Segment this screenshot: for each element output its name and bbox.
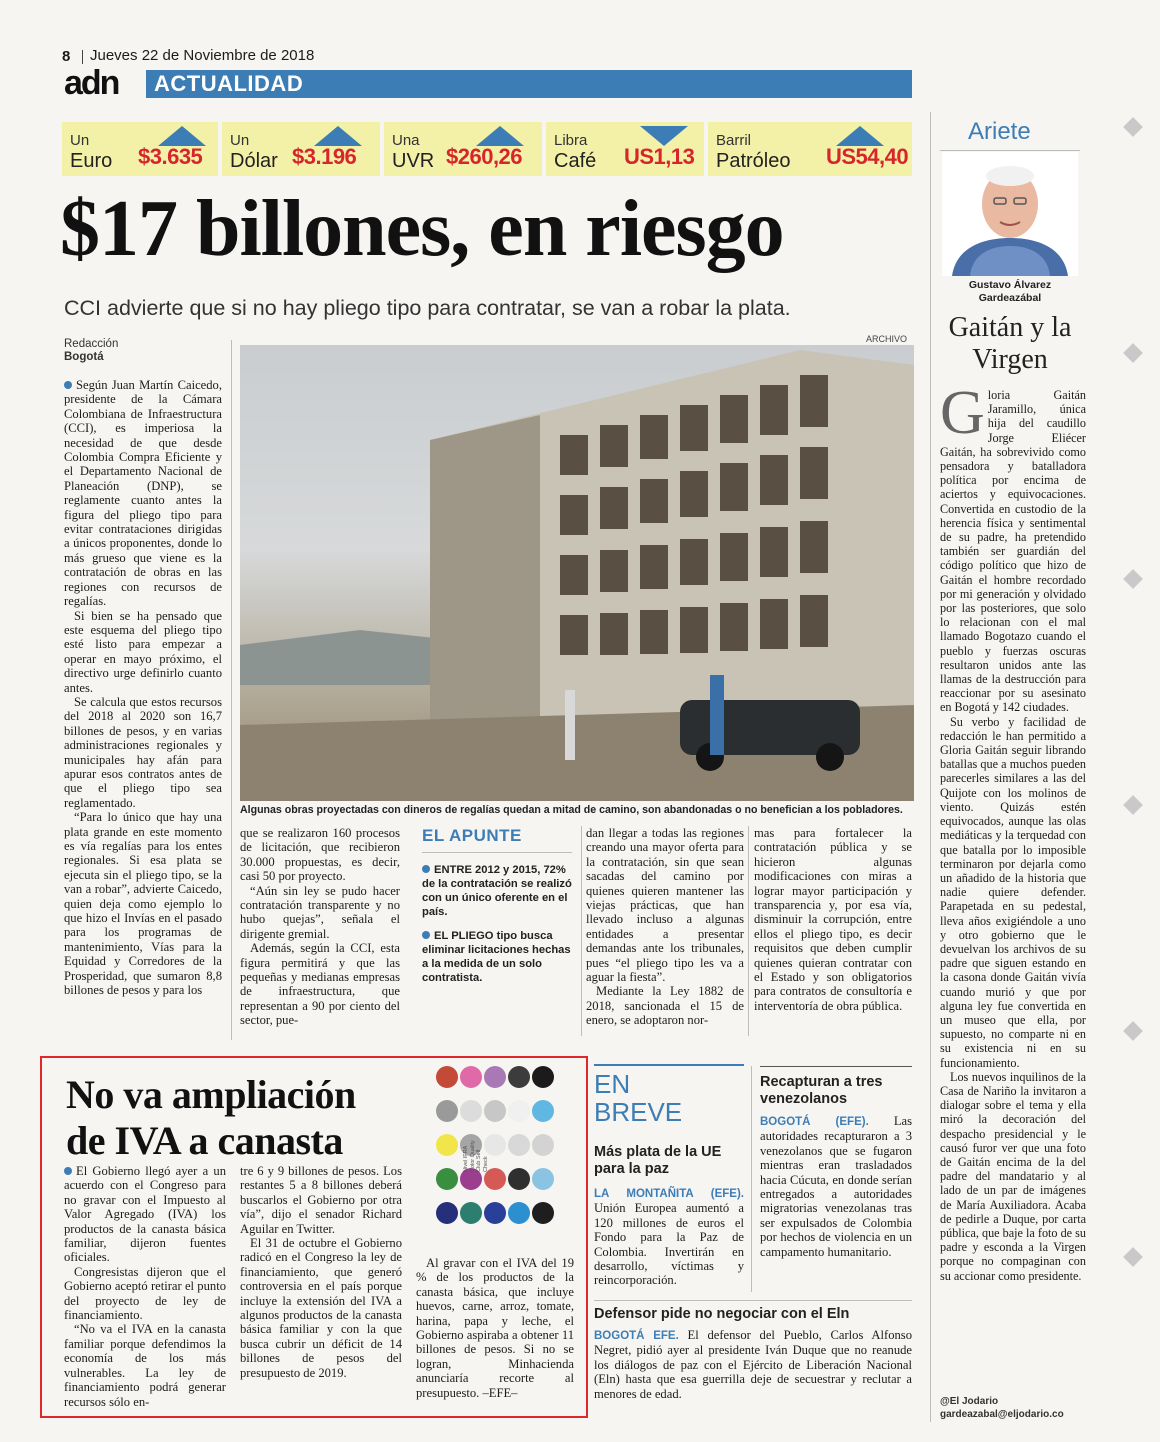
- registration-mark-icon: [1123, 117, 1143, 137]
- paragraph: “Para lo único que hay una plata grande en este momento es vía regalías para los entes regionales. Si esa plata se ejecuta sin el pliego tipo, se la van a robar”, advierte Caicedo, quien deja como ejemplo lo que hizo el Invías en el pasado para los programas de mantenimiento, Vías para la Equidad y Corredores de la Prosperidad, que sumaron 8,8 billones de pesos y para los: [64, 810, 222, 998]
- brief-dateline: BOGOTÁ (EFE).: [760, 1116, 869, 1128]
- column-title-line-2: Virgen: [972, 344, 1048, 375]
- paragraph: dan llegar a todas las regiones creando una mayor oferta para la contratación, sin que sean sacadas del camino por quienes quieren mantener las viejas prácticas, que han llevado incluso a algunas entidades a presentar demandas ante los tribunales, pues “el pliego tipo les va a aguar la fiesta”.: [586, 826, 744, 985]
- paragraph: Los nuevos inquilinos de la Casa de Nariño la invitaron a dialogar sobre el tema y ella miró la decoración del despacho presidencial y le causó furor ver que una foto de Gaitán encima de la del padre del mandatario y al lado de un par de imágenes de María Auxiliadora. Acaba de pedirle a Duque, por carta pública, que baje la foto de su padre y esconda a la Virgen porque no compaginan con su accionar como presidente.: [940, 1069, 1086, 1283]
- iva-col-1: [64, 1164, 226, 1409]
- indicator-uvr: [384, 122, 542, 176]
- brief-text: El defensor del Pueblo, Carlos Alfonso Negret, pidió ayer al presidente Iván Duque que no reanude los diálogos de paz con el Ejército de Liberación Nacional (Eln) hasta que esa guerrilla deje de secuestrar y reclutar a menores de edad.: [594, 1328, 912, 1401]
- indicator-label-1: Un: [70, 132, 90, 149]
- color-dot: [484, 1066, 506, 1088]
- trend-up-icon: [314, 126, 362, 146]
- column-title: [938, 312, 1082, 376]
- indicator-value: $3.196: [292, 144, 357, 169]
- section-banner: [146, 70, 912, 98]
- indicator-label-2: UVR: [392, 150, 435, 172]
- color-dot: [460, 1066, 482, 1088]
- color-dot: [484, 1202, 506, 1224]
- brief-dateline: BOGOTÁ EFE.: [594, 1330, 679, 1342]
- iva-headline-line-1: No va ampliación: [66, 1072, 356, 1117]
- photo-caption: Algunas obras proyectadas con dineros de regalías quedan a mitad de camino, son abandonadas o no benefician a los pobladores.: [240, 804, 903, 816]
- paragraph: Su verbo y facilidad de redacción le han permitido a Gloria Gaitán seguir librando batallas que a muchos pueden parecerles similares a las del Quijote con los molinos de viento. Quizás estén equivocados, aunque las olas mediáticas y la terquedad con que batalla por lo imposible terminaron por dejarla como un añadido de la historia que nadie quiere defender. Parapetada en su pedestal, lleva años exigiéndole a uno y otro gobierno que le devuelvan los archivos de su padre que siguen estando en la casona donde Gaitán vivía cuando murió y que por alguna ley fue convertida en un museo que ella, por supuesto, no comparte ni en su existencia ni en su funcionamiento.: [940, 714, 1086, 1070]
- apunte-item-lead: EL PLIEGO: [422, 930, 493, 942]
- apunte-item-2: [422, 929, 572, 985]
- color-dot: [532, 1168, 554, 1190]
- main-subhead: CCI advierte que si no hay pliego tipo para contratar, se van a robar la plata.: [64, 296, 791, 320]
- indicator-cafe: [546, 122, 704, 176]
- paragraph: Se calcula que estos recursos del 2018 al 2020 son 16,7 billones de pesos, y en varias administraciones regionales y municipales hay afán para apurar esos contratos antes de que el pliego tipo sea reglamentado.: [64, 694, 222, 810]
- main-article-col-2: [240, 826, 400, 1028]
- color-dot: [508, 1066, 530, 1088]
- apunte-item-lead: ENTRE 2012: [422, 864, 500, 876]
- color-dot: [532, 1100, 554, 1122]
- color-dot: [436, 1134, 458, 1156]
- color-dot: [508, 1168, 530, 1190]
- apunte-item-text: y 2015, 72% de la contratación se realizó con un único oferente en el país.: [422, 864, 572, 918]
- brief-1-title: Más plata de la UE para la paz: [594, 1144, 722, 1177]
- paragraph: Además, según la CCI, esta figura permitirá y que las pequeñas y medianas empresas de infraestructura, que representan a 90 por ciento del sector, pue-: [240, 941, 400, 1028]
- column-kicker: Ariete: [968, 118, 1031, 145]
- paragraph: tre 6 y 9 billones de pesos. Los restantes 5 a 8 billones deberá buscarlos el Gobierno por otra vía”, dijo el senador Richard Aguilar en Twitter.: [240, 1164, 402, 1236]
- iva-col-3: [416, 1256, 574, 1400]
- column-title-line-1: Gaitán y la: [948, 312, 1072, 343]
- registration-mark-icon: [1123, 343, 1143, 363]
- author-email: gardeazabal@eljodario.co: [940, 1409, 1064, 1420]
- apunte-item-text: tipo busca eliminar licitaciones hechas a la medida de un solo contratista.: [422, 930, 571, 984]
- registration-mark-icon: [1123, 1247, 1143, 1267]
- brief-text: Las autoridades recapturaron a 3 venezolanos que se fugaron mientras eran trasladados hacia Cúcuta, en donde serían entregados a autoridades migratorias venezolanas tras ser expulsados de Colombia por hechos de violencia en un campamento humanitario.: [760, 1114, 912, 1259]
- registration-mark-icon: [1123, 569, 1143, 589]
- color-dot: [508, 1134, 530, 1156]
- indicator-label-2: Patróleo: [716, 150, 791, 172]
- en-breve-title: [594, 1070, 682, 1126]
- page-number: 8: [62, 48, 71, 65]
- indicator-value: $260,26: [446, 144, 523, 169]
- color-dot: [532, 1202, 554, 1224]
- main-article-col-1: [64, 378, 222, 997]
- paragraph: Al gravar con el IVA del 19 % de los productos de la canasta básica, que incluye huevos, carne, arroz, tomate, harina, papa y leche, el Gobierno aspiraba a obtener 11 billones de pesos. Si no se logran, Minhacienda anunciaría recorte al presupuesto. –EFE–: [416, 1256, 574, 1400]
- color-dot: [436, 1202, 458, 1224]
- apunte-item-1: [422, 863, 572, 919]
- en-breve-line-2: BREVE: [594, 1097, 683, 1127]
- author-portrait: [942, 152, 1078, 276]
- brief-2-title: Recapturan a tres venezolanos: [760, 1074, 883, 1107]
- indicator-euro: [62, 122, 218, 176]
- brief-1-body: [594, 1186, 744, 1288]
- registration-mark-icon: [1123, 795, 1143, 815]
- trend-up-icon: [158, 126, 206, 146]
- iva-headline-line-2: de IVA a canasta: [66, 1118, 343, 1163]
- trend-down-icon: [640, 126, 688, 146]
- apunte-title: EL APUNTE: [422, 826, 572, 853]
- paragraph: que se realizaron 160 procesos de licitación, que recibieron 30.000 propuestas, es decir, casi 50 por proyecto.: [240, 826, 400, 884]
- paragraph: El 31 de octubre el Gobierno radicó en el Congreso la ley de financiamiento, que generó controversia en el país porque incluye la extensión del IVA a algunos productos de la canasta básica familiar y con la que busca cubrir un déficit de 14 billones de pesos del presupuesto de 2019.: [240, 1236, 402, 1380]
- dropcap: G: [940, 379, 985, 447]
- brief-2-body: [760, 1114, 912, 1259]
- adn-logo: adn: [64, 64, 119, 102]
- brief-3-body: [594, 1328, 912, 1401]
- author-name-line-2: Gardeazábal: [978, 292, 1042, 304]
- color-dot: [532, 1066, 554, 1088]
- iva-headline: [66, 1072, 356, 1164]
- color-quality-chart: [436, 1066, 556, 1248]
- indicator-value: US54,40: [826, 144, 909, 169]
- construction-photo: [240, 345, 914, 801]
- color-chart-label: Nivel IFRA Color Quality Club Self Check: [463, 1140, 489, 1172]
- registration-mark-icon: [1123, 1021, 1143, 1041]
- paragraph: Según Juan Martín Caicedo, presidente de la Cámara Colombiana de Infraestructura (CCI), es imperiosa la necesidad de que desde Colombia Compra Eficiente y el Departamento Nacional de Planeación (DNP), se reglamente cuanto antes la figura del pliego tipo para evitar contrataciones dirigidas a únicos proponentes, donde lo más grueso que viene es la contratación de obras en las regiones con recursos de regalías.: [64, 378, 222, 609]
- column-p1: loria Gaitán Jaramillo, única hija del caudillo Jorge Eliécer Gaitán, ha sobrevivido como pensadora y batalladora política por encima de aciertos y equivocaciones. Convertida en custodio de la herencia física y sentimental de su padre, ha pretendido también ser guardián del código político que hizo de Gaitán el hombre recordado por mi generación y olvidado por las posteriores, que solo lo relacionan con el mal llamado Bogotazo cuando el pueblo y fuerzas oscuras resultaron unidos ante las llamas de la destrucción para reaccionar por su asesinato en Bogotá y 142 ciudades.: [940, 388, 1086, 715]
- brief-dateline: LA MONTAÑITA (EFE).: [594, 1188, 744, 1200]
- trend-up-icon: [836, 126, 884, 146]
- byline-redaccion: Redacción: [64, 338, 119, 350]
- trend-up-icon: [476, 126, 524, 146]
- paragraph: mas para fortalecer la contratación pública y se hicieron algunas modificaciones con miras a lograr mayor participación y transparencia y, por esa vía, disminuir la corrupción, entre ellos el pliego tipo, es decir requisitos que deben cumplir quienes quieran contratar con el Estado y son obligatorios para contratos de consultoría e interventoría de obra pública.: [754, 826, 912, 1013]
- color-dot-grid: [436, 1066, 556, 1248]
- indicator-label-1: Barril: [716, 132, 752, 149]
- column-body: [940, 379, 1086, 1283]
- indicator-dolar: [222, 122, 380, 176]
- color-dot: [508, 1202, 530, 1224]
- brief-3-title: Defensor pide no negociar con el Eln: [594, 1306, 850, 1322]
- color-dot: [484, 1100, 506, 1122]
- indicator-label-2: Euro: [70, 150, 113, 172]
- indicator-label-1: Libra: [554, 132, 588, 149]
- paragraph: Si bien se ha pensado que este esquema del pliego tipo esté listo para empezar a operar en mayo próximo, el directivo urge definirlo cuanto antes.: [64, 608, 222, 695]
- main-headline: $17 billones, en riesgo: [60, 185, 784, 273]
- indicator-label-1: Una: [392, 132, 420, 149]
- byline-city: Bogotá: [64, 351, 104, 363]
- issue-date: Jueves 22 de Noviembre de 2018: [90, 47, 315, 64]
- author-name-line-1: Gustavo Álvarez: [968, 279, 1052, 291]
- color-dot: [436, 1100, 458, 1122]
- paragraph: El Gobierno llegó ayer a un acuerdo con el Congreso para no gravar con el Impuesto al Valor Agregado (IVA) los productos de la canasta básica familiar, dijeron fuentes oficiales.: [64, 1164, 226, 1265]
- paragraph: Mediante la Ley 1882 de 2018, sancionada el 15 de enero, se adoptaron nor-: [586, 984, 744, 1028]
- photo-credit: ARCHIVO: [866, 334, 908, 344]
- section-label: ACTUALIDAD: [154, 71, 304, 96]
- paragraph: Congresistas dijeron que el Gobierno aceptó retirar el punto del proyecto de ley de financiamiento.: [64, 1264, 226, 1323]
- color-dot: [532, 1134, 554, 1156]
- indicator-label-2: Dólar: [230, 150, 278, 172]
- color-dot: [460, 1202, 482, 1224]
- brief-text: Unión Europea aumentó a 120 millones de euros el Fondo para la Paz de Colombia. Invertirán en desarrollo, víctimas y reincorporación.: [594, 1201, 744, 1288]
- apunte-box: [422, 826, 572, 985]
- en-breve-line-1: EN: [594, 1069, 631, 1099]
- author-name: [942, 279, 1078, 305]
- main-article-col-5: [754, 826, 912, 1013]
- paragraph: “No va el IVA en la canasta familiar porque defendimos la economía de los más vulnerables. La ley de financiamiento podrá generar recursos sólo en-: [64, 1322, 226, 1409]
- indicator-value: US1,13: [624, 144, 695, 169]
- color-dot: [508, 1100, 530, 1122]
- author-handle: @El Jodario: [940, 1396, 999, 1407]
- color-dot: [436, 1066, 458, 1088]
- paragraph: [940, 379, 1086, 715]
- indicator-label-2: Café: [554, 150, 597, 172]
- portrait-illustration: [942, 152, 1078, 276]
- paragraph: “Aún sin ley se pudo hacer contratación transparente y no hubo quejas”, señala el dirigente gremial.: [240, 883, 400, 941]
- color-dot: [460, 1100, 482, 1122]
- indicator-value: $3.635: [138, 144, 203, 169]
- color-dot: [436, 1168, 458, 1190]
- main-article-col-4: [586, 826, 744, 1028]
- iva-col-2: [240, 1164, 402, 1380]
- indicator-petroleo: [708, 122, 912, 176]
- indicator-label-1: Un: [230, 132, 250, 149]
- buildings-illustration: [240, 345, 914, 801]
